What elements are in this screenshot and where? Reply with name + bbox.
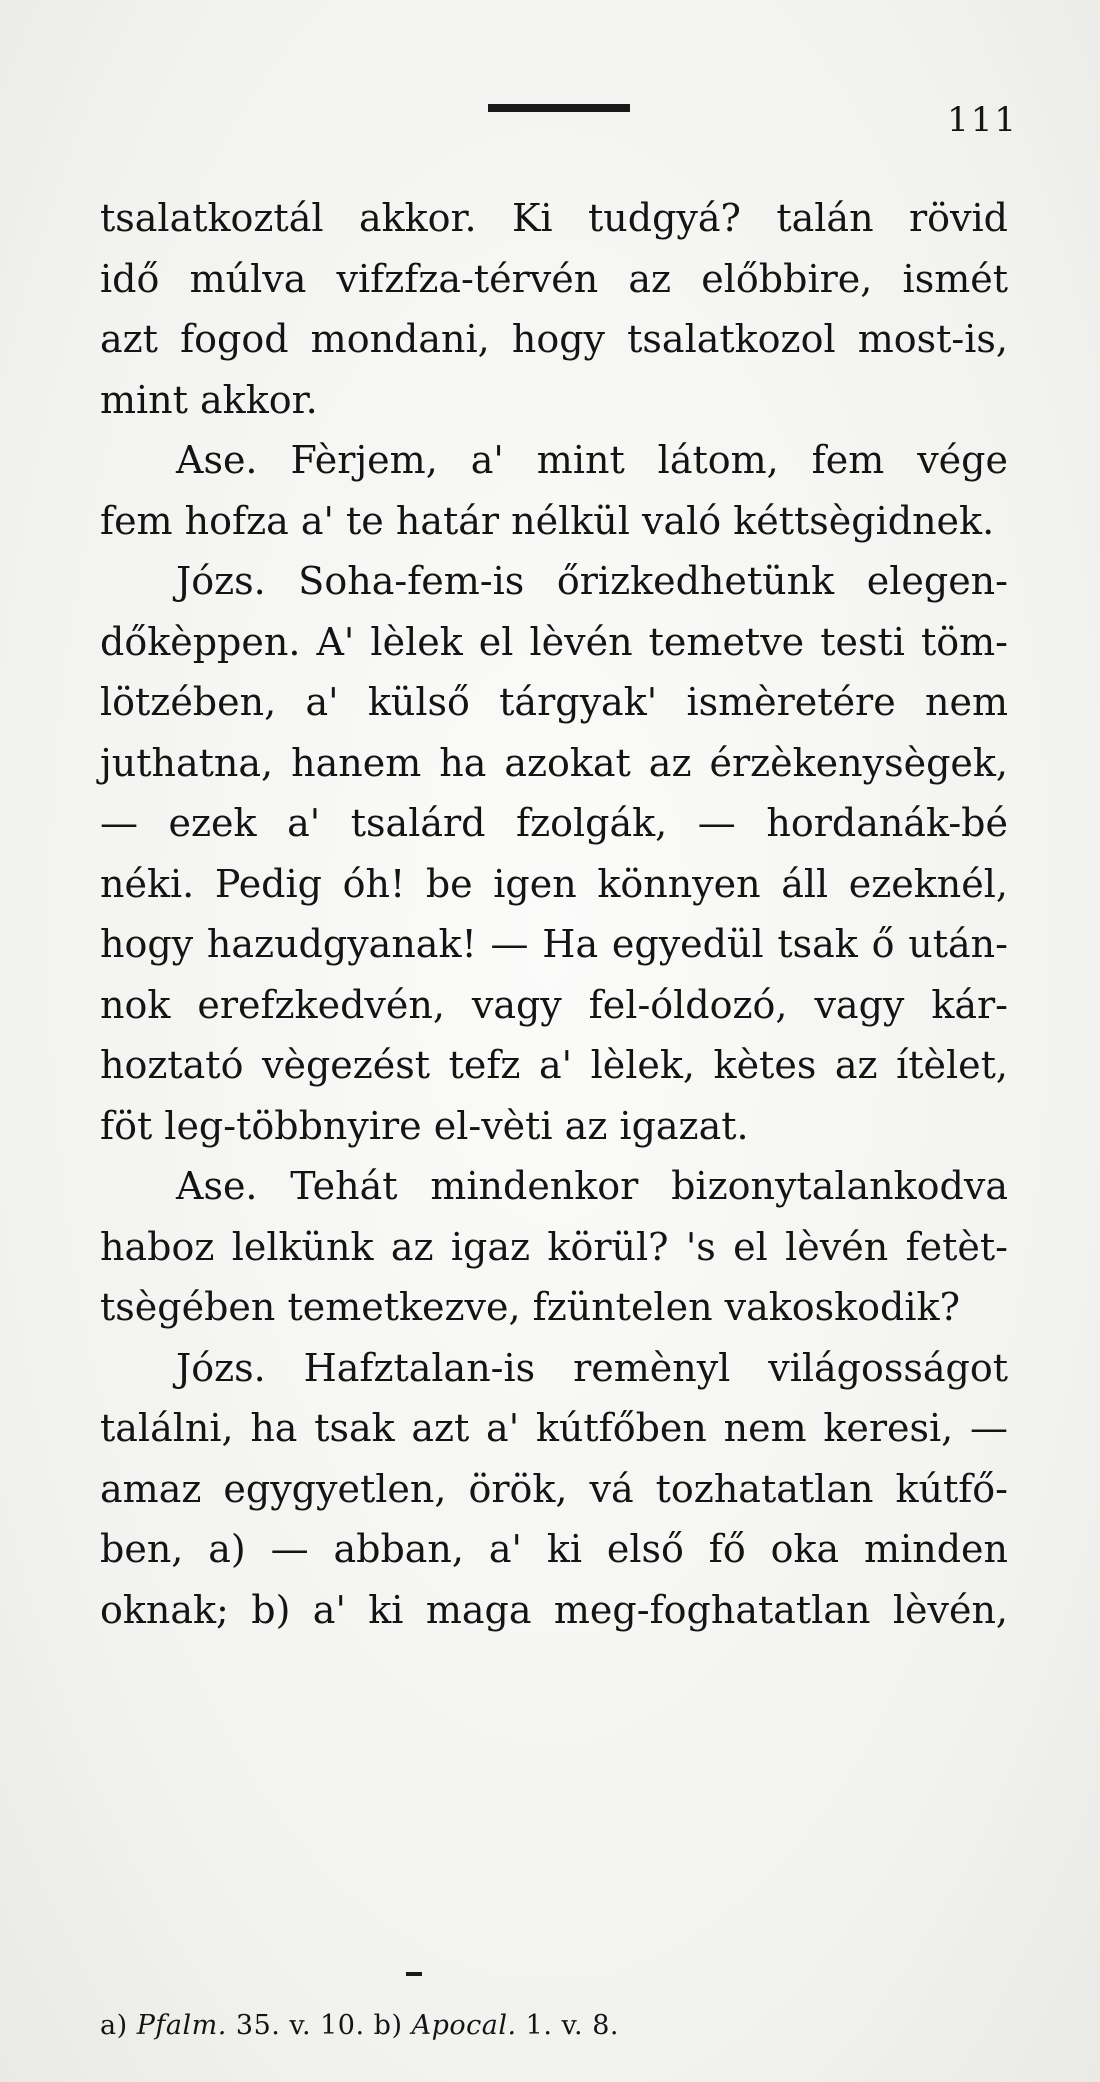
text-line: lötzében, a' külső tárgyak' ismèretére nem <box>100 680 1008 724</box>
text-line: Józs. Soha-fem-is őrizkedhetünk elegen- <box>176 559 1008 603</box>
text-line: tsègében temetkezve, fzüntelen vakoskodik? <box>100 1285 960 1329</box>
text-line: dőkèppen. A' lèlek el lèvén temetve testi töm- <box>100 619 1008 664</box>
text-line: Józs. Hafztalan-is remènyl világosságot <box>176 1345 1008 1390</box>
text-line: hoztató vègezést tefz a' lèlek, kètes az ítèlet, <box>100 1043 1008 1087</box>
text-line: találni, ha tsak azt a' kútfőben nem keresi, — <box>100 1406 1008 1450</box>
footnote-a-ref: Pfalm. <box>136 2010 227 2041</box>
header-rule <box>488 104 630 112</box>
text-line: haboz lelkünk az igaz körül? 's el lèvén fetèt- <box>100 1224 1008 1269</box>
footnote-b-ref: Apocal. <box>411 2010 517 2041</box>
text-line: nok erefzkedvén, vagy fel-óldozó, vagy kár- <box>100 982 1008 1027</box>
text-line: — ezek a' tsalárd fzolgák, — hordanák-bé <box>100 801 1008 845</box>
text-line: föt leg-többnyire el-vèti az igazat. <box>100 1103 749 1148</box>
text-line: idő múlva vifzfza-térvén az előbbire, ismét <box>100 256 1008 301</box>
footnote-rule <box>406 1972 422 1976</box>
text-line: Ase. Tehát mindenkor bizonytalankodva <box>176 1164 1008 1208</box>
text-line: azt fogod mondani, hogy tsalatkozol most-is, <box>100 317 1008 361</box>
footnote-a-rest: 35. v. 10. <box>226 2010 374 2041</box>
page-number: 111 <box>947 100 1018 140</box>
footnote-b-mark: b) <box>373 2010 403 2041</box>
footnote <box>100 2010 619 2041</box>
text-line: oknak; b) a' ki maga meg-foghatatlan lèvén, <box>100 1587 1008 1632</box>
body-text <box>100 188 1008 1640</box>
text-line: néki. Pedig óh! be igen könnyen áll ezeknél, <box>100 861 1008 906</box>
text-line: ben, a) — abban, a' ki első fő oka minden <box>100 1527 1008 1571</box>
text-line: hogy hazudgyanak! — Ha egyedül tsak ő után- <box>100 922 1008 966</box>
text-line: Ase. Fèrjem, a' mint látom, fem vége <box>176 438 1008 482</box>
text-line: amaz egygyetlen, örök, vá tozhatatlan kútfő- <box>100 1466 1008 1511</box>
text-line: juthatna, hanem ha azokat az érzèkenysègek, <box>100 740 1008 785</box>
footnote-b-rest: 1. v. 8. <box>516 2010 619 2041</box>
text-line: tsalatkoztál akkor. Ki tudgyá? talán rövid <box>100 196 1008 240</box>
text-line: fem hofza a' te határ nélkül való kéttsègidnek. <box>100 498 995 543</box>
footnote-a-mark: a) <box>100 2010 128 2041</box>
text-line: mint akkor. <box>100 377 318 422</box>
